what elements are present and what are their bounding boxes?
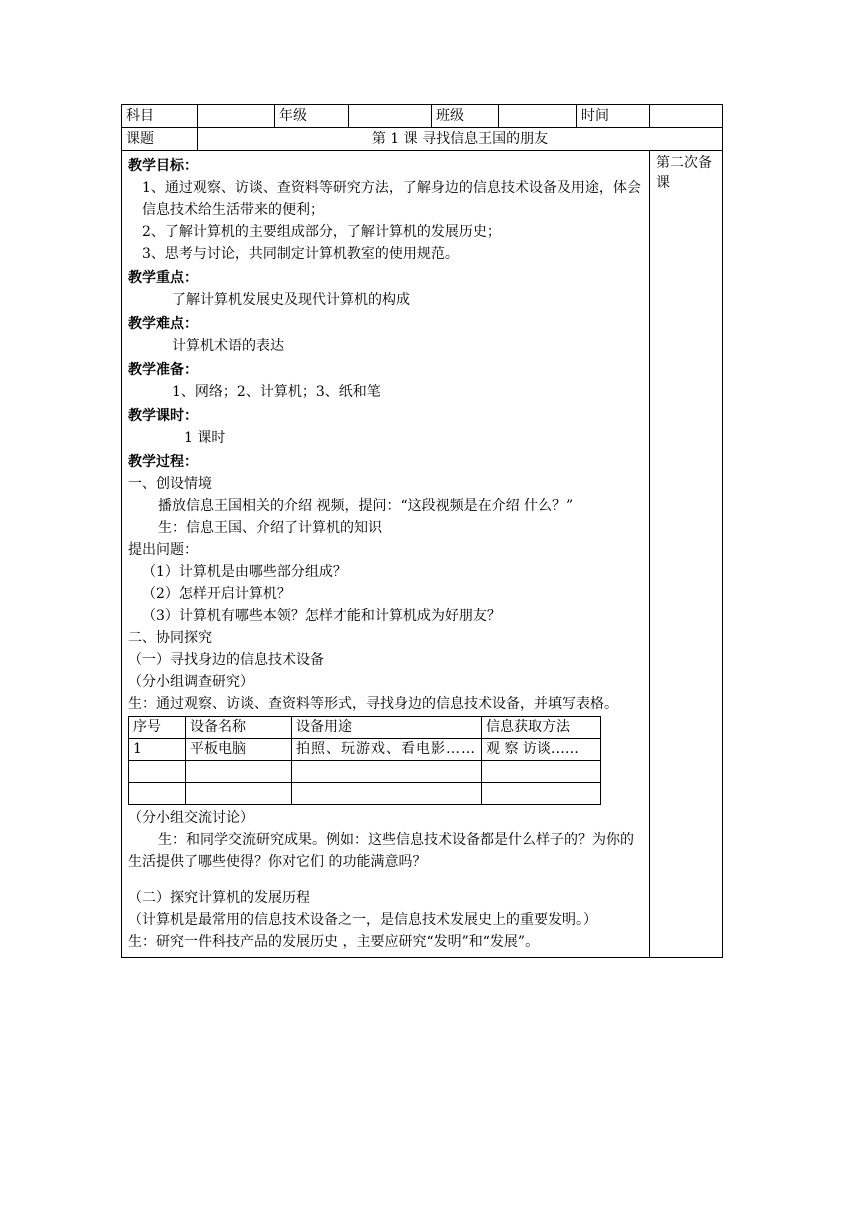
- subject-label: 科目: [122, 105, 198, 128]
- table-cell: [292, 761, 482, 783]
- goal-item: 1、通过观察、访谈、查资料等研究方法，了解身边的信息技术设备及用途，体会信息技术给生活带来的便利；: [142, 180, 641, 218]
- section-title: 一、创设情境: [128, 476, 212, 492]
- table-cell: 拍照、玩游戏、看电影……: [292, 739, 482, 761]
- goals-heading: 教学目标：: [128, 158, 198, 174]
- class-value: [499, 105, 577, 128]
- subsection-title: （一）寻找身边的信息技术设备: [128, 652, 324, 668]
- header-row: [122, 105, 723, 128]
- question-item: （3）计算机有哪些本领？怎样才能和计算机成为好朋友？: [142, 608, 501, 624]
- device-table-header: [129, 717, 601, 739]
- table-cell: 观 察 访谈……: [482, 739, 601, 761]
- lesson-plan-table: [121, 104, 723, 958]
- process-heading: 教学过程：: [128, 454, 198, 470]
- column-header: 设备名称: [186, 717, 292, 739]
- device-table: [128, 716, 601, 805]
- note: （分小组交流讨论）: [128, 810, 254, 826]
- table-cell: [482, 783, 601, 805]
- lesson-content: [122, 151, 650, 958]
- note: （计算机是最常用的信息技术设备之一，是信息技术发展史上的重要发明。）: [128, 912, 597, 928]
- paragraph: 生：研究一件科技产品的发展历史 ，主要应研究“发明”和“发展”。: [128, 934, 540, 950]
- paragraph: 生：信息王国、介绍了计算机的知识: [158, 520, 382, 536]
- class-label: 班级: [432, 105, 499, 128]
- table-cell: 1: [129, 739, 186, 761]
- column-header: 信息获取方法: [482, 717, 601, 739]
- table-cell: [186, 761, 292, 783]
- section-title: 二、协同探究: [128, 630, 212, 646]
- table-cell: [292, 783, 482, 805]
- body-row: [122, 151, 723, 958]
- note: （分小组调查研究）: [128, 674, 254, 690]
- topic-row: [122, 128, 723, 151]
- table-cell: [129, 761, 186, 783]
- goal-item: 3、思考与讨论，共同制定计算机教室的使用规范。: [142, 246, 459, 262]
- topic-label: 课题: [122, 128, 198, 151]
- time-label: 时间: [577, 105, 650, 128]
- table-cell: 平板电脑: [186, 739, 292, 761]
- table-cell: [129, 783, 186, 805]
- questions-title: 提出问题：: [128, 542, 198, 558]
- hours-text: 1 课时: [184, 430, 226, 446]
- topic-value: 第 1 课 寻找信息王国的朋友: [198, 128, 723, 151]
- keypoints-text: 了解计算机发展史及现代计算机的构成: [172, 292, 410, 308]
- table-row: [129, 761, 601, 783]
- subject-value: [198, 105, 275, 128]
- second-prep-label: 第二次备课: [656, 155, 712, 191]
- lesson-plan: [121, 104, 722, 958]
- goal-item: 2、了解计算机的主要组成部分，了解计算机的发展历史；: [142, 224, 501, 240]
- grade-label: 年级: [275, 105, 349, 128]
- time-value: [650, 105, 723, 128]
- preparation-heading: 教学准备：: [128, 362, 198, 378]
- second-prep-column: [650, 151, 723, 958]
- paragraph: 生：通过观察、访谈、查资料等形式，寻找身边的信息技术设备，并填写表格。: [128, 696, 618, 712]
- question-item: （2）怎样开启计算机？: [142, 586, 291, 602]
- grade-value: [349, 105, 432, 128]
- hours-heading: 教学课时：: [128, 408, 198, 424]
- paragraph: 播放信息王国相关的介绍 视频，提问：“这段视频是在介绍 什么？”: [158, 498, 574, 514]
- preparation-text: 1、网络；2、计算机；3、纸和笔: [172, 384, 381, 400]
- spacer: [128, 873, 643, 887]
- table-row: [129, 783, 601, 805]
- difficulties-heading: 教学难点：: [128, 316, 198, 332]
- column-header: 序号: [129, 717, 186, 739]
- table-cell: [186, 783, 292, 805]
- keypoints-heading: 教学重点：: [128, 270, 198, 286]
- difficulties-text: 计算机术语的表达: [172, 338, 284, 354]
- question-item: （1）计算机是由哪些部分组成？: [142, 564, 347, 580]
- table-row: [129, 739, 601, 761]
- table-cell: [482, 761, 601, 783]
- subsection-title: （二）探究计算机的发展历程: [128, 890, 310, 906]
- column-header: 设备用途: [292, 717, 482, 739]
- paragraph: 生：和同学交流研究成果。例如：这些信息技术设备都是什么样子的？为你的生活提供了哪些使得？你对它们 的功能满意吗？: [128, 832, 634, 870]
